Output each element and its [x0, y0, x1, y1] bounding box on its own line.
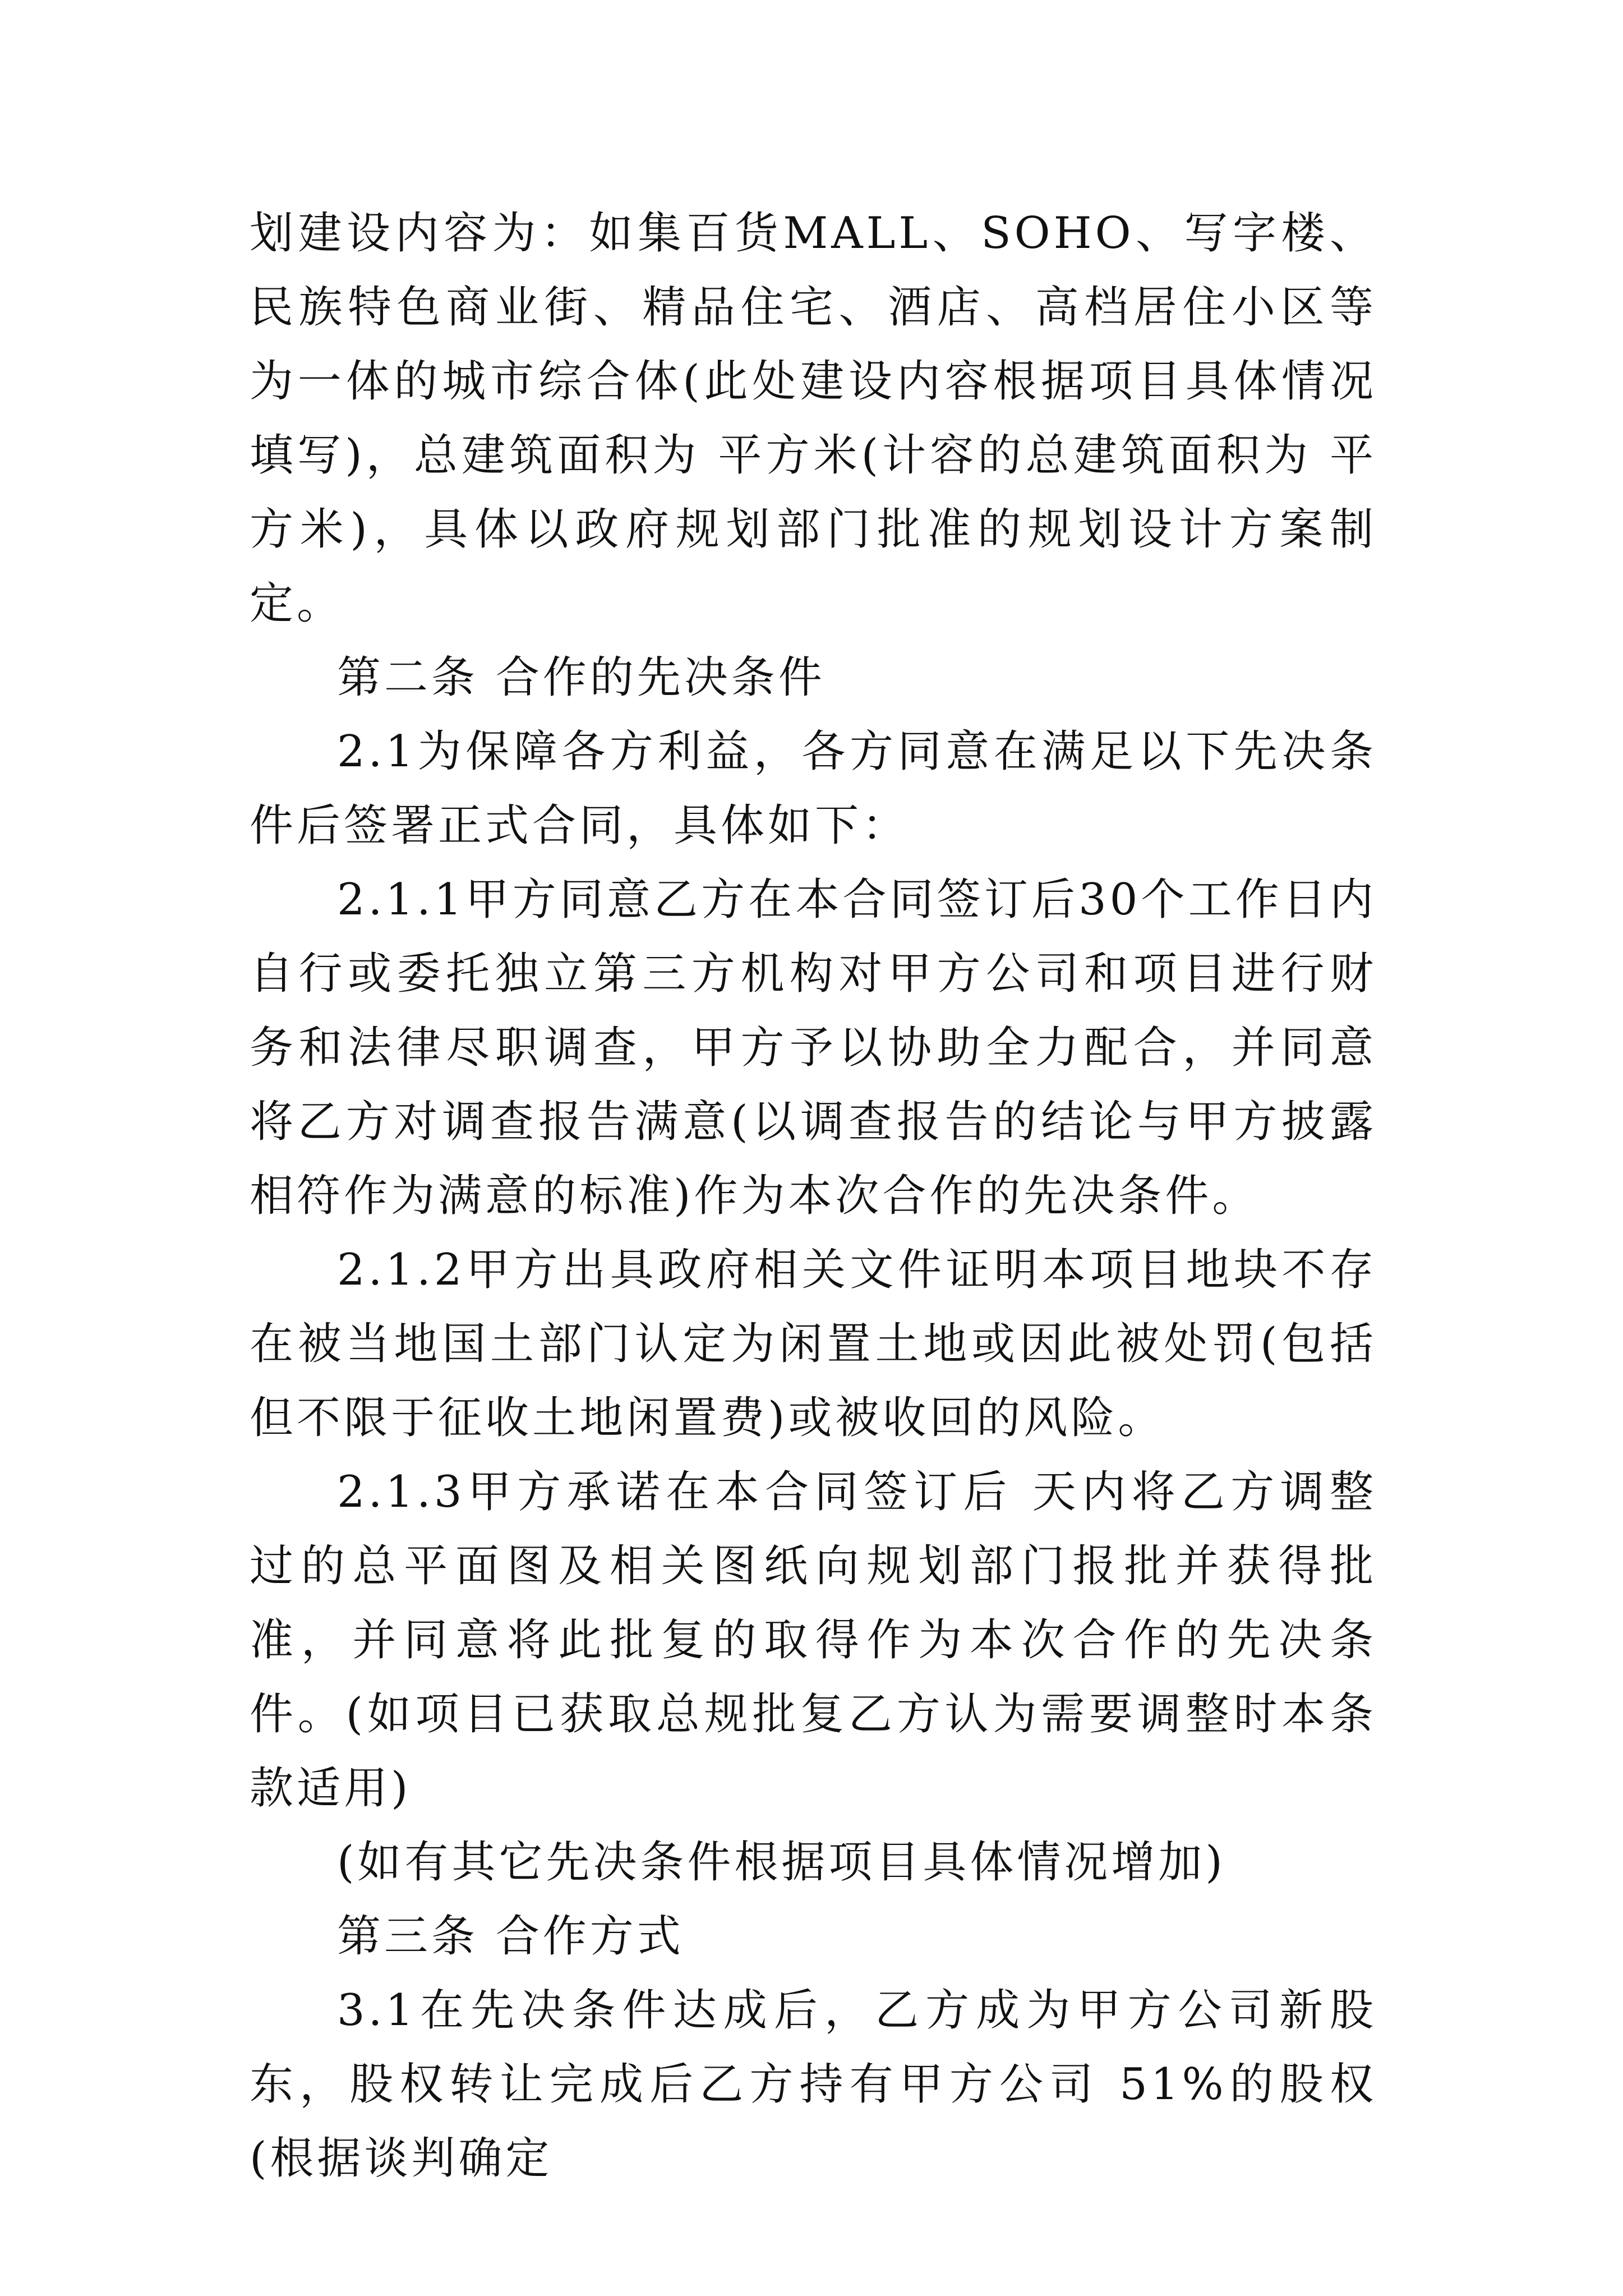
heading-article-2: 第二条 合作的先决条件: [337, 652, 826, 703]
paragraph-3-1: 3.1在先决条件达成后，乙方成为甲方公司新股东，股权转让完成后乙方持有甲方公司 51%的股权(根据谈判确定: [250, 1985, 1377, 2184]
paragraph-2-1-3: 2.1.3甲方承诺在本合同签订后 天内将乙方调整过的总平面图及相关图纸向规划部门报批并获得批准，并同意将此批复的取得作为本次合作的先决条件。(如项目已获取总规批复乙方认为需要调整时本条款适用): [250, 1467, 1377, 1814]
paragraph-2-1: 2.1为保障各方利益，各方同意在满足以下先决条件后签署正式合同，具体如下：: [250, 726, 1377, 851]
paragraph-2-1-1: 2.1.1甲方同意乙方在本合同签订后30个工作日内自行或委托独立第三方机构对甲方公司和项目进行财务和法律尽职调查，甲方予以协助全力配合，并同意将乙方对调查报告满意(以调查报告的结论与甲方披露相符作为满意的标准)作为本次合作的先决条件。: [250, 875, 1377, 1221]
document-body: [250, 196, 1377, 2196]
heading-article-3: 第三条 合作方式: [337, 1911, 684, 1962]
paragraph-other-conditions-note: (如有其它先决条件根据项目具体情况增加): [337, 1837, 1226, 1888]
paragraph-2-1-2: 2.1.2甲方出具政府相关文件证明本项目地块不存在被当地国土部门认定为闲置土地或因此被处罚(包括但不限于征收土地闲置费)或被收回的风险。: [250, 1245, 1377, 1443]
paragraph-construction-content: 划建设内容为：如集百货MALL、SOHO、写字楼、民族特色商业街、精品住宅、酒店、高档居住小区等为一体的城市综合体(此处建设内容根据项目具体情况填写)，总建筑面积为 平方米(计容的总建筑面积为 平方米)，具体以政府规划部门批准的规划设计方案制定。: [250, 208, 1377, 629]
